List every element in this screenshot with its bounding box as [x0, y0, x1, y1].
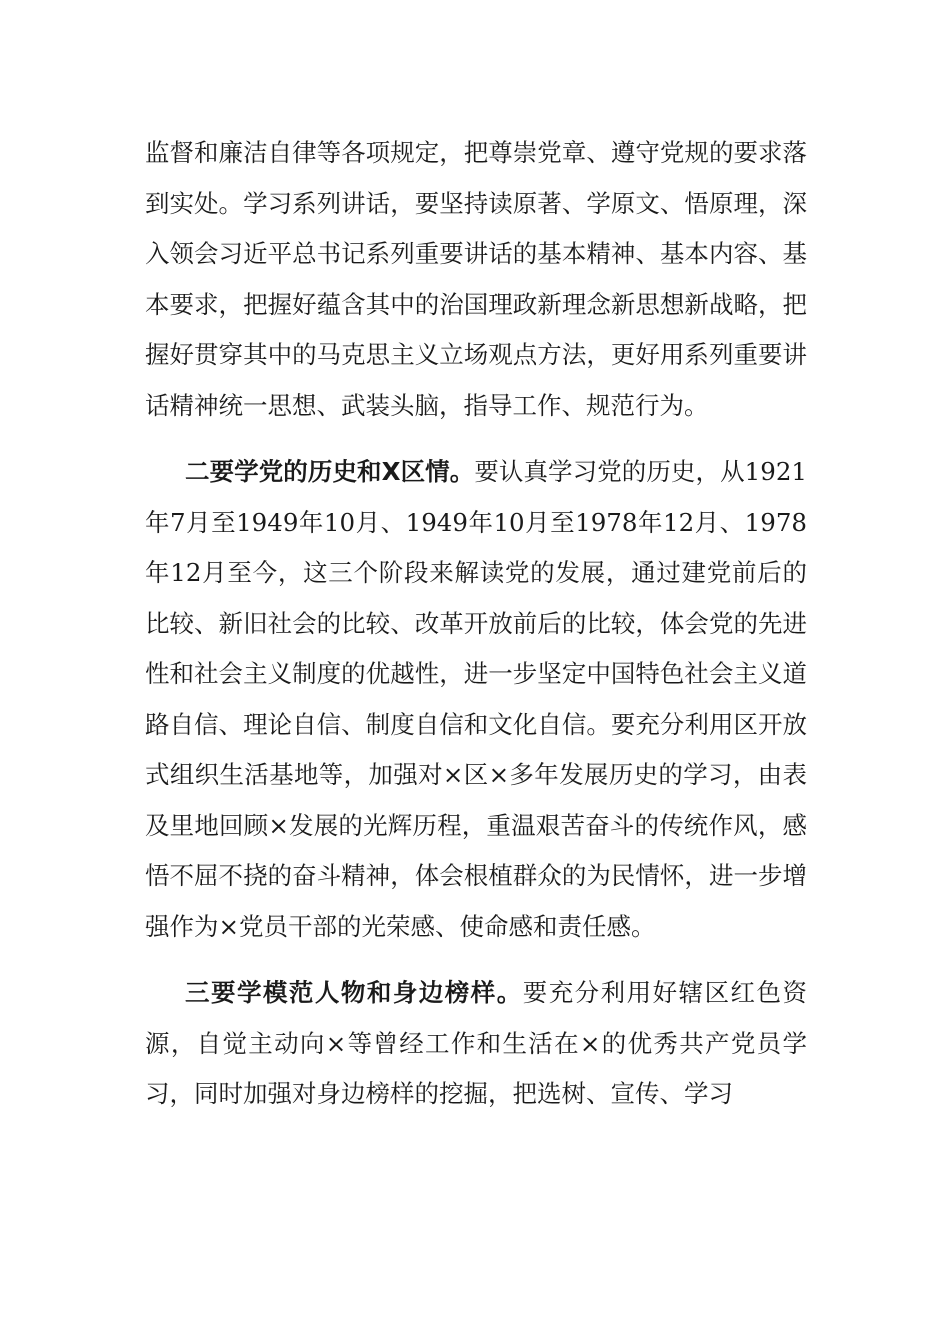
paragraph-3-text: 要充分利用好辖区红色资源，自觉主动向×等曾经工作和生活在×的优秀共产党员学习，同时加强对身边榜样的挖掘，把选树、宣传、学习: [145, 978, 808, 1108]
document-body: [145, 128, 807, 1136]
paragraph-3-heading: 三要学模范人物和身边榜样。: [185, 978, 523, 1007]
paragraph-1-text: 监督和廉洁自律等各项规定，把尊崇党章、遵守党规的要求落到实处。学习系列讲话，要坚持读原著、学原文、悟原理，深入领会习近平总书记系列重要讲话的基本精神、基本内容、基本要求，把握好蕴含其中的治国理政新理念新思想新战略，把握好贯穿其中的马克思主义立场观点方法，更好用系列重要讲话精神统一思想、武装头脑，指导工作、规范行为。: [145, 138, 807, 420]
paragraph-2-heading: 二要学党的历史和X区情。: [185, 457, 475, 486]
paragraph-2: [145, 447, 807, 952]
paragraph-3: [145, 968, 807, 1120]
paragraph-1: [145, 128, 807, 431]
paragraph-2-text: 要认真学习党的历史，从1921年7月至1949年10月、1949年10月至1978年12月、1978年12月至今，这三个阶段来解读党的发展，通过建党前后的比较、新旧社会的比较、改革开放前后的比较，体会党的先进性和社会主义制度的优越性，进一步坚定中国特色社会主义道路自信、理论自信、制度自信和文化自信。要充分利用区开放式组织生活基地等，加强对×区×多年发展历史的学习，由表及里地回顾×发展的光辉历程，重温艰苦奋斗的传统作风，感悟不屈不挠的奋斗精神，体会根植群众的为民情怀，进一步增强作为×党员干部的光荣感、使命感和责任感。: [145, 457, 807, 941]
